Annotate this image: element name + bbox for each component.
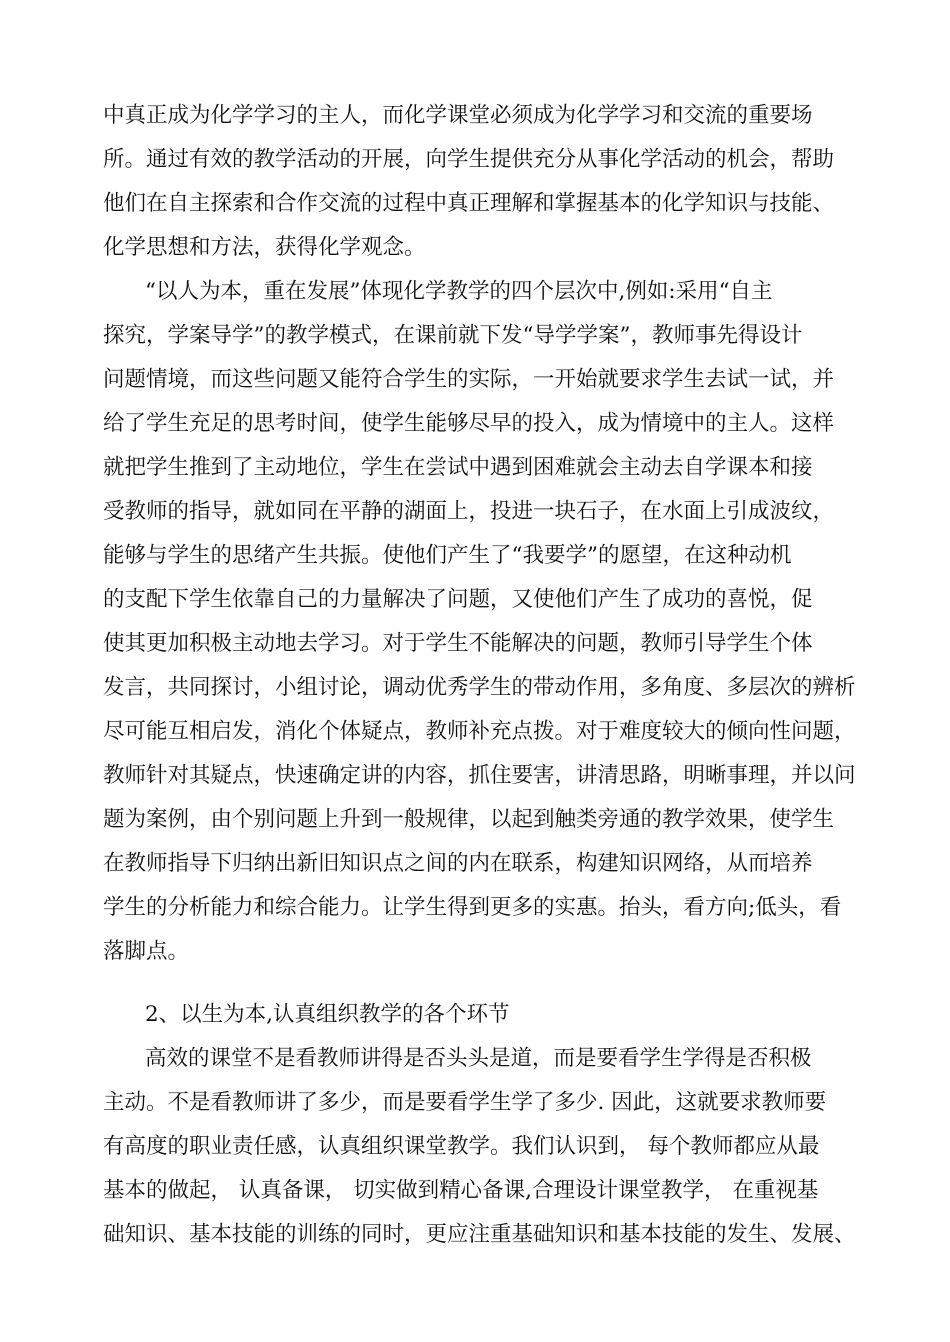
- paragraph-1-line: 他们在自主探索和合作交流的过程中真正理解和掌握基本的化学知识与技能、: [103, 191, 835, 216]
- paragraph-2-line: 落脚点。: [103, 939, 190, 964]
- paragraph-2-line: 受教师的指导，就如同在平静的湖面上，投进一块石子，在水面上引成波纹，: [103, 499, 835, 524]
- paragraph-3-line: 主动。不是看教师讲了多少，而是要看学生学了多少. 因此，这就要求教师要: [103, 1090, 827, 1115]
- paragraph-2-line: 尽可能互相启发，消化个体疑点，教师补充点拨。对于难度较大的倾向性问题，: [103, 719, 856, 744]
- paragraph-1-line: 化学思想和方法，获得化学观念。: [103, 235, 426, 260]
- paragraph-2-line: 问题情境，而这些问题又能符合学生的实际，一开始就要求学生去试一试，并: [103, 367, 835, 392]
- paragraph-2-line: 给了学生充足的思考时间，使学生能够尽早的投入，成为情境中的主人。这样: [103, 411, 835, 436]
- paragraph-2-line: 探究，学案导学”的教学模式，在课前就下发“导学学案”，教师事先得设计: [103, 323, 803, 348]
- paragraph-2-line: 在教师指导下归纳出新旧知识点之间的内在联系，构建知识网络，从而培养: [103, 851, 813, 876]
- paragraph-2-line: 题为案例，由个别问题上升到一般规律，以起到触类旁通的教学效果，使学生: [103, 807, 835, 832]
- paragraph-2-line: 就把学生推到了主动地位，学生在尝试中遇到困难就会主动去自学课本和接: [103, 455, 813, 480]
- paragraph-2-line: “以人为本，重在发展”体现化学教学的四个层次中,例如:采用“自主: [145, 279, 773, 304]
- paragraph-3-line: 高效的课堂不是看教师讲得是否头头是道，而是要看学生学得是否积极: [145, 1046, 812, 1071]
- paragraph-3-line: 有高度的职业责任感，认真组织课堂教学。我们认识到， 每个教师都应从最: [103, 1134, 820, 1159]
- paragraph-3-line: 基本的做起， 认真备课， 切实做到精心备课,合理设计课堂教学， 在重视基: [103, 1178, 819, 1203]
- paragraph-2-line: 能够与学生的思绪产生共振。使他们产生了“我要学”的愿望，在这种动机: [103, 543, 792, 568]
- paragraph-2-line: 的支配下学生依靠自己的力量解决了问题，又使他们产生了成功的喜悦，促: [103, 587, 813, 612]
- paragraph-2-line: 教师针对其疑点，快速确定讲的内容，抓住要害，讲清思路，明晰事理，并以问: [103, 763, 856, 788]
- paragraph-1-line: 所。通过有效的教学活动的开展，向学生提供充分从事化学活动的机会，帮助: [103, 147, 835, 172]
- section-heading: 2、以生为本,认真组织教学的各个环节: [145, 1002, 510, 1027]
- paragraph-2-line: 发言，共同探讨，小组讨论，调动优秀学生的带动作用，多角度、多层次的辨析: [103, 675, 856, 700]
- paragraph-3-line: 础知识、基本技能的训练的同时，更应注重基础知识和基本技能的发生、发展、: [103, 1222, 856, 1247]
- paragraph-2-line: 学生的分析能力和综合能力。让学生得到更多的实惠。抬头，看方向;低头，看: [103, 895, 842, 920]
- paragraph-2-line: 使其更加积极主动地去学习。对于学生不能解决的问题，教师引导学生个体: [103, 631, 813, 656]
- paragraph-1-line: 中真正成为化学学习的主人，而化学课堂必须成为化学学习和交流的重要场: [103, 103, 813, 128]
